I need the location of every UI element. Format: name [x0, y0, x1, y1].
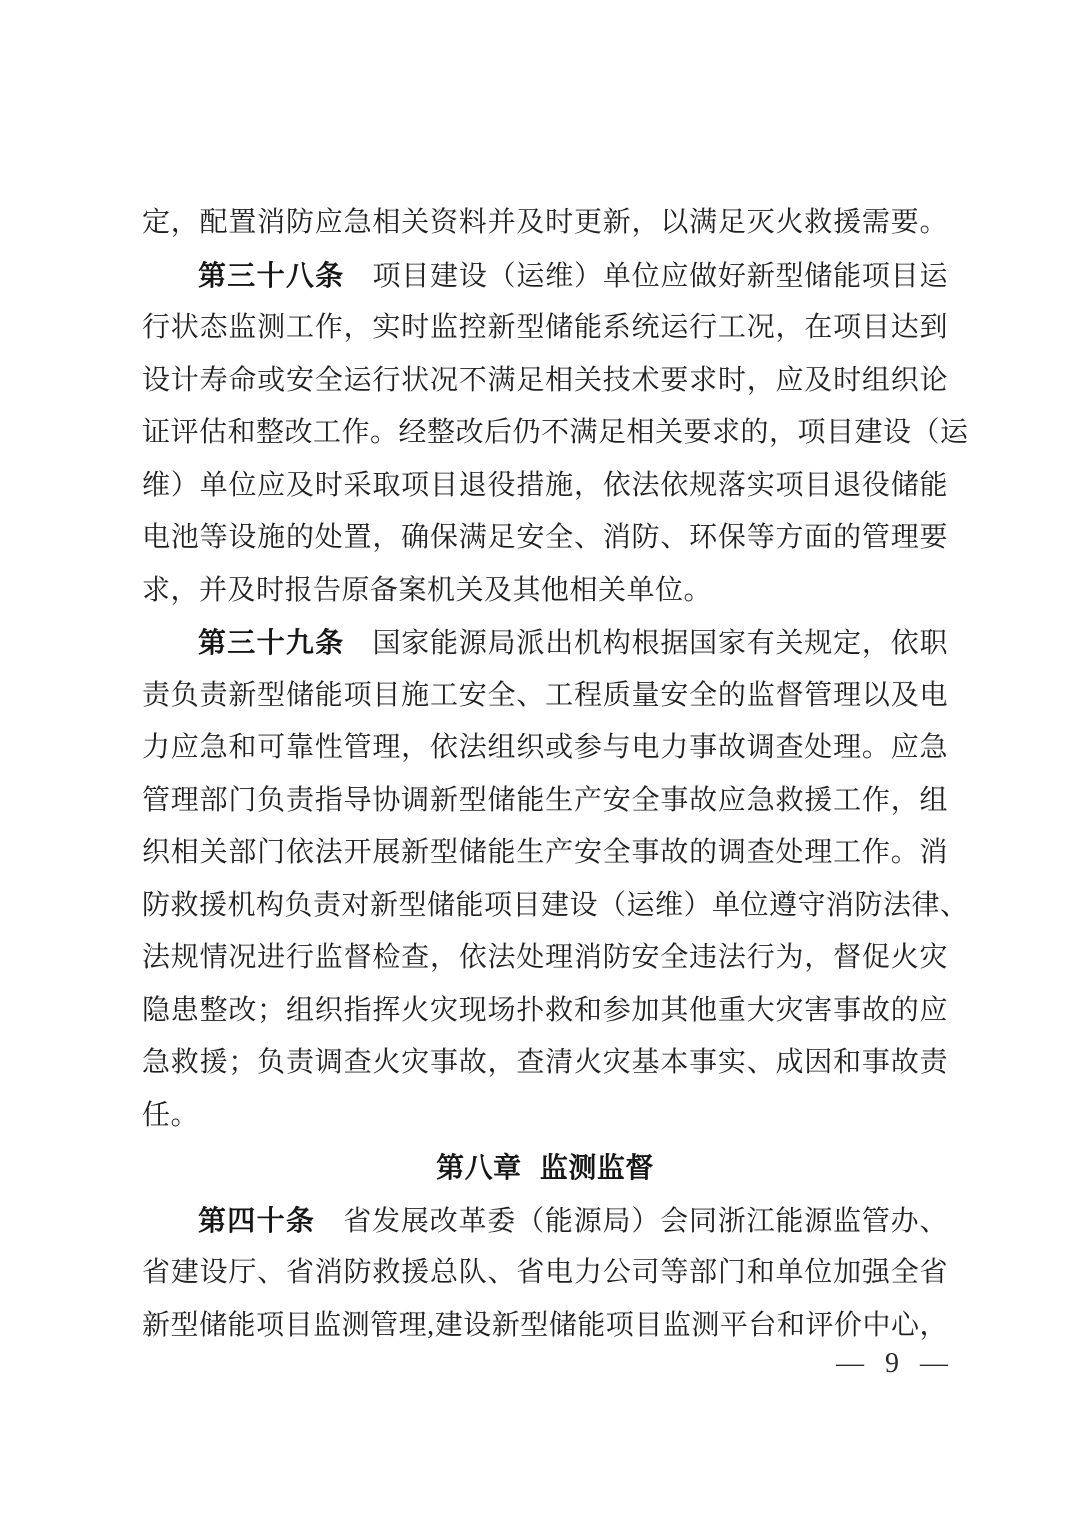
text-line: 法规情况进行监督检查，依法处理消防安全违法行为，督促火灾: [142, 942, 948, 973]
text-line: 国家能源局派出机构根据国家有关规定，依职: [372, 628, 948, 659]
text-line: 电池等设施的处置，确保满足安全、消防、环保等方面的管理要: [142, 522, 948, 553]
page-number: — 9 —: [836, 1348, 948, 1379]
text-line: 防救援机构负责对新型储能项目建设（运维）单位遵守消防法律、: [142, 889, 969, 921]
text-line: 省发展改革委（能源局）会同浙江能源监管办、: [343, 1205, 948, 1237]
paragraph-end-line: 任。: [142, 1099, 200, 1131]
paragraph-start-line: [142, 250, 948, 303]
chapter-heading: 第八章 监测监督: [436, 1152, 654, 1183]
text-line: 织相关部门依法开展新型储能生产安全事故的调查处理工作。消: [142, 837, 948, 868]
text-line: 力应急和可靠性管理，依法组织或参与电力事故调查处理。应急: [142, 732, 948, 763]
paragraph-end-line: 求，并及时报告原备案机关及其他相关单位。: [142, 574, 713, 606]
text-line: 设计寿命或安全运行状况不满足相关技术要求时，应及时组织论: [142, 364, 948, 396]
document-body: [142, 197, 969, 1352]
text-line: 新型储能项目监测管理,建设新型储能项目监测平台和评价中心，: [142, 1309, 948, 1341]
text-line: 管理部门负责指导协调新型储能生产安全事故应急救援工作，组: [142, 784, 948, 816]
article-number: 第三十八条: [198, 259, 345, 291]
text-line: 定，配置消防应急相关资料并及时更新，以满足灭火救援需要。: [142, 207, 948, 238]
text-line: 行状态监测工作，实时监控新型储能系统运行工况，在项目达到: [142, 312, 948, 343]
text-line: 项目建设（运维）单位应做好新型储能项目运: [372, 260, 948, 292]
text-line: 维）单位应及时采取项目退役措施，依法依规落实项目退役储能: [142, 469, 948, 501]
text-line: 急救援；负责调查火灾事故，查清火灾基本事实、成因和事故责: [142, 1047, 948, 1078]
text-line: 省建设厅、省消防救援总队、省电力公司等部门和单位加强全省: [142, 1257, 948, 1288]
text-line: 隐患整改；组织指挥火灾现场扑救和参加其他重大灾害事故的应: [142, 994, 948, 1026]
text-line: 责负责新型储能项目施工安全、工程质量安全的监督管理以及电: [142, 679, 948, 711]
paragraph-start-line: [142, 617, 948, 670]
article-number: 第四十条: [198, 1204, 316, 1236]
paragraph-start-line: [142, 1195, 948, 1248]
text-line: 证评估和整改工作。经整改后仍不满足相关要求的，项目建设（运: [142, 417, 969, 448]
article-number: 第三十九条: [198, 627, 345, 658]
